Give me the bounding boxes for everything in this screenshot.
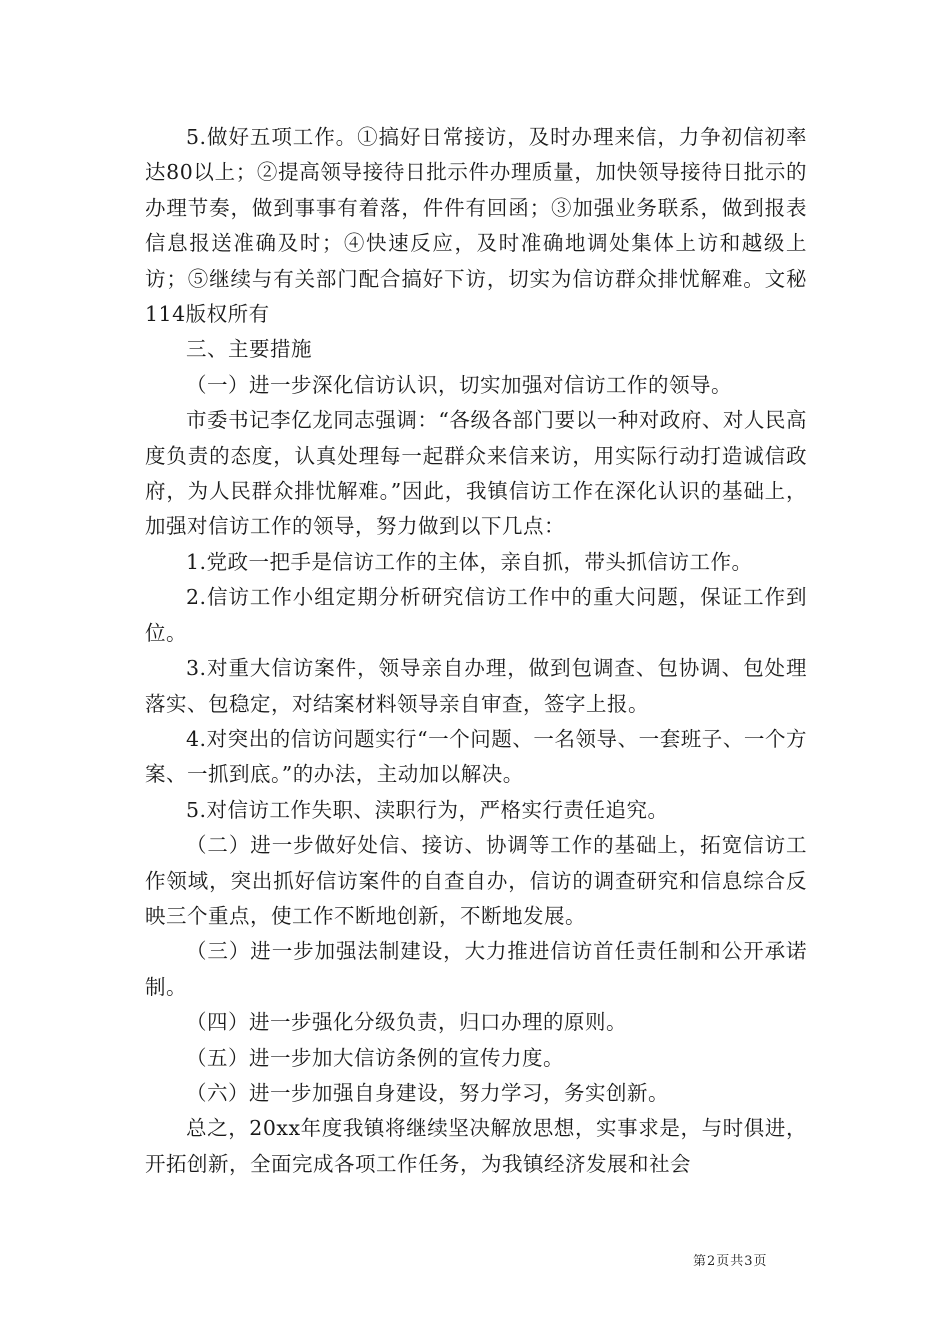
paragraph-work-item-5: 5.做好五项工作。①搞好日常接访，及时办理来信，力争初信初率达80以上；②提高领导接待日批示件办理质量，加快领导接待日批示的办理节奏，做到事事有着落，件件有回函；③加强业务联系，做到报表信息报送准确及时；④快速反应，及时准确地调处集体上访和越级上访；⑤继续与有关部门配合搞好下访，切实为信访群众排忧解难。文秘114版权所有	[145, 125, 807, 327]
paragraph-measure-4: （四）进一步强化分级负责，归口办理的原则。	[186, 1010, 627, 1035]
document-body	[145, 120, 807, 1182]
paragraph-point-3: 3.对重大信访案件，领导亲自办理，做到包调查、包协调、包处理落实、包稳定，对结案材料领导亲自审查，签字上报。	[145, 656, 807, 716]
paragraph-measure-2: （二）进一步做好处信、接访、协调等工作的基础上，拓宽信访工作领域，突出抓好信访案件的自查自办，信访的调查研究和信息综合反映三个重点，使工作不断地创新，不断地发展。	[145, 833, 807, 928]
paragraph-point-5: 5.对信访工作失职、渎职行为，严格实行责任追究。	[186, 797, 669, 822]
paragraph-measure-6: （六）进一步加强自身建设，努力学习，务实创新。	[186, 1080, 669, 1105]
paragraph-measure-3: （三）进一步加强法制建设，大力推进信访首任责任制和公开承诺制。	[145, 939, 807, 999]
paragraph-measure-1: （一）进一步深化信访认识，切实加强对信访工作的领导。	[186, 372, 732, 397]
paragraph-measure-5: （五）进一步加大信访条例的宣传力度。	[186, 1045, 564, 1070]
section-heading-main-measures: 三、主要措施	[186, 337, 312, 362]
paragraph-point-2: 2.信访工作小组定期分析研究信访工作中的重大问题，保证工作到位。	[145, 585, 807, 645]
paragraph-point-1: 1.党政一把手是信访工作的主体，亲自抓，带头抓信访工作。	[186, 549, 753, 574]
paragraph-secretary-quote: 市委书记李亿龙同志强调：“各级各部门要以一种对政府、对人民高度负责的态度，认真处理每一起群众来信来访，用实际行动打造诚信政府，为人民群众排忧解难。”因此，我镇信访工作在深化认识的基础上，加强对信访工作的领导，努力做到以下几点：	[145, 408, 807, 539]
paragraph-summary: 总之，20xx年度我镇将继续坚决解放思想，实事求是，与时俱进，开拓创新，全面完成各项工作任务，为我镇经济发展和社会	[145, 1116, 807, 1176]
page-number-footer: 第2页共3页	[693, 1254, 768, 1269]
paragraph-point-4: 4.对突出的信访问题实行“一个问题、一名领导、一套班子、一个方案、一抓到底。”的办法，主动加以解决。	[145, 726, 807, 787]
